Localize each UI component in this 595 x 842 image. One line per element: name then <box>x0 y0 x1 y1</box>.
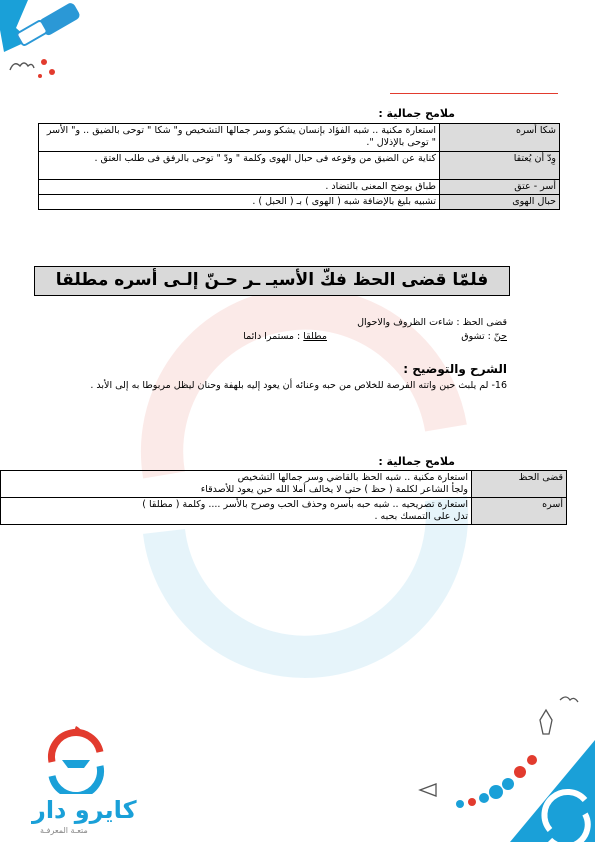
explanation-cell: تشبيه بليغ بالإضافة شبه ( الهوى ) بـ ( الحبل ) . <box>39 195 440 210</box>
explanation-text: 16- لم يلبث حين واتته الفرصة للخلاص من حبه وعنائه أن يعود إليه بلهفة وحنان ليظل مربوطا به إلى الأبد . <box>90 380 507 391</box>
explanation-line: استعارة مكنية .. شبه الحظ بالقاضي وسر جمالها التشخيص <box>237 472 468 483</box>
science-lab-icon <box>400 680 595 842</box>
term-cell: قضى الحظ <box>472 471 567 498</box>
aesthetics-table-1 <box>38 123 560 210</box>
vocab-line-1: قضى الحظ : شاءت الظروف والاحوال <box>357 317 507 328</box>
vocab-meaning: : تشوق <box>461 331 491 342</box>
vocab-word: مطلقا <box>303 331 327 342</box>
section2-title: ملامح جمالية : <box>378 455 455 468</box>
table-row <box>39 152 560 180</box>
explanation-cell <box>1 471 472 498</box>
table-row <box>1 471 567 498</box>
table-row <box>1 498 567 525</box>
aesthetics-table-2 <box>0 470 567 525</box>
term-cell: شكا أسره <box>440 124 560 152</box>
paint-tools-icon <box>0 0 90 90</box>
vocab-word: حنّ <box>493 331 507 342</box>
explanation-line: استعارة تصريحيه .. شبه حبه بأسره وحذف الحب وصرح بالأسر .... وكلمة ( مطلقا ) <box>142 499 468 510</box>
table-row <box>39 195 560 210</box>
section1-title: ملامح جمالية : <box>378 107 455 120</box>
vocab-meaning: : مستمرا دائما <box>243 331 301 342</box>
explanation-line: ولجأ الشاعر لكلمة ( حظ ) حتى لا يخالف أملا الله حين يعود للأصدقاء <box>200 484 468 495</box>
genie-lamp-icon <box>44 722 108 794</box>
vocab-line-2 <box>461 330 507 343</box>
brand-logo: كايرو دار <box>32 796 137 824</box>
explanation-line: تدل على التمسك بحبه . <box>374 511 468 522</box>
term-cell: حبال الهوى <box>440 195 560 210</box>
table-row <box>39 124 560 152</box>
explanation-cell: استعارة مكنية .. شبه الفؤاد بإنسان يشكو وسر جمالها التشخيص و" شكا " توحى بالضيق .. و" الأسر " توحى بالإذلال ". <box>39 124 440 152</box>
explanation-cell <box>1 498 472 525</box>
explanation-cell: كناية عن الضيق من وقوعه فى حبال الهوى وكلمة " ودّ " توحى بالرفق فى طلب العتق . <box>39 152 440 180</box>
term-cell: أسر - عتق <box>440 180 560 195</box>
brand-tagline: متعـة المعرفـة <box>40 826 88 835</box>
explanation-title: الشرح والتوضيح : <box>403 362 507 376</box>
explanation-cell: طباق يوضح المعنى بالتضاد . <box>39 180 440 195</box>
term-cell: وِدّ أن يُعتقا <box>440 152 560 180</box>
table-row <box>39 180 560 195</box>
red-rule <box>390 93 558 94</box>
term-cell: أسره <box>472 498 567 525</box>
vocab-line-3 <box>243 330 327 343</box>
verse-box: فلمّا قضى الحظ فكّ الأسيـ ـر حـنّ إلـى أسره مطلقا <box>34 266 510 296</box>
